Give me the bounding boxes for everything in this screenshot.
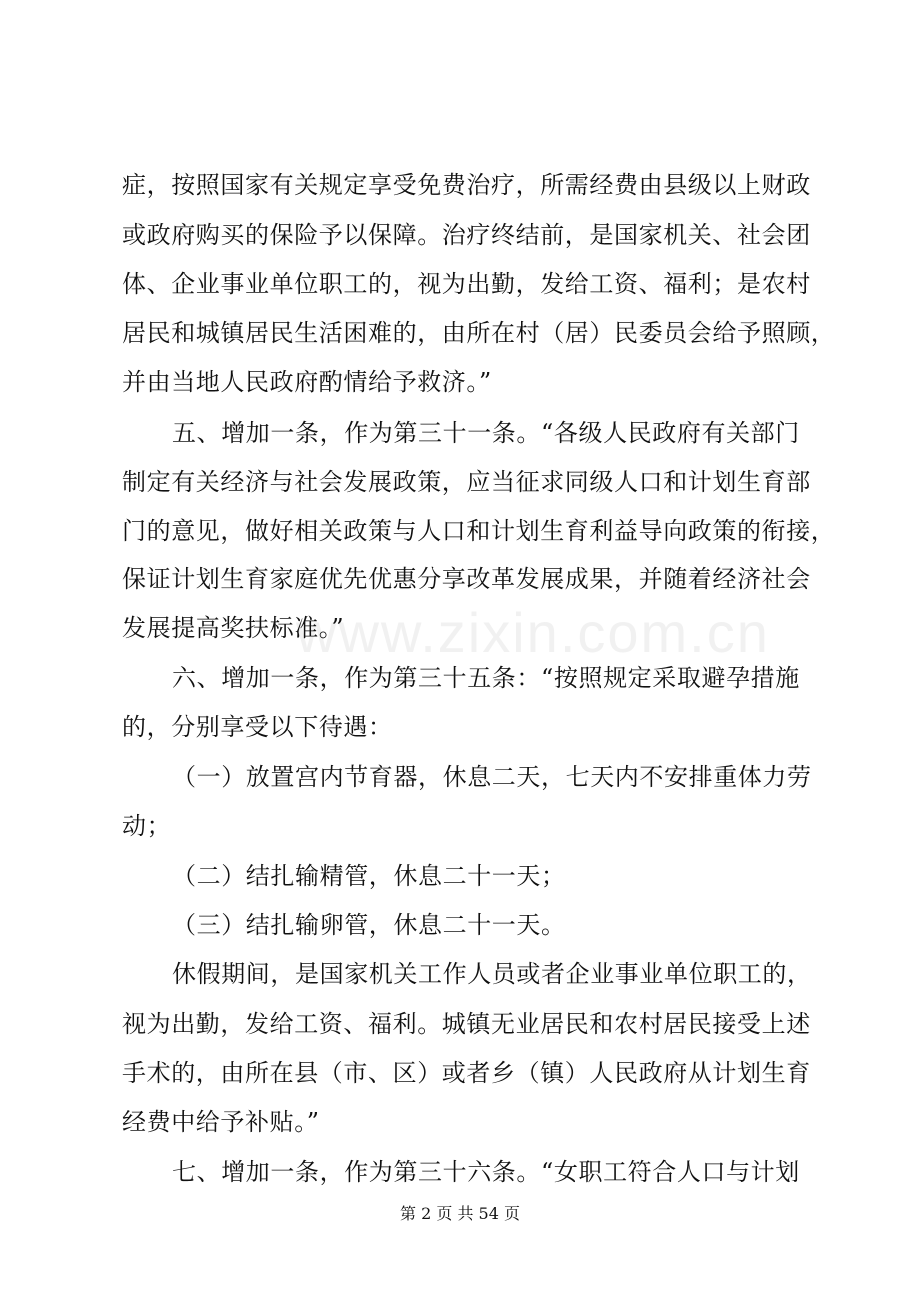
text-line: 视为出勤，发给工资、福利。城镇无业居民和农村居民接受上述 (122, 1010, 811, 1038)
list-item-line: （一）放置宫内节育器，休息二天，七天内不安排重体力劳 (172, 763, 812, 791)
paragraph-start-line: 五、增加一条，作为第三十一条。“各级人民政府有关部门 (172, 419, 800, 447)
paragraph-start-line: 七、增加一条，作为第三十六条。“女职工符合人口与计划 (172, 1158, 800, 1186)
text-line: 并由当地人民政府酌情给予救济。” (122, 368, 492, 396)
paragraph-start-line: 六、增加一条，作为第三十五条：“按照规定采取避孕措施 (172, 664, 800, 692)
text-line: 或政府购买的保险予以保障。治疗终结前，是国家机关、社会团 (122, 221, 811, 249)
text-line: 动； (122, 812, 172, 840)
text-line: 的，分别享受以下待遇： (122, 713, 393, 741)
watermark: www.zixin.com.cn (296, 601, 770, 664)
text-line: 居民和城镇居民生活困难的，由所在村（居）民委员会给予照顾， (122, 319, 836, 347)
list-item-line: （三）结扎输卵管，休息二十一天。 (172, 911, 566, 939)
text-line: 症，按照国家有关规定享受免费治疗，所需经费由县级以上财政 (122, 171, 811, 199)
text-line: 保证计划生育家庭优先优惠分享改革发展成果，并随着经济社会 (122, 565, 811, 593)
text-line: 门的意见，做好相关政策与人口和计划生育利益导向政策的衔接， (122, 517, 836, 545)
paragraph-start-line: 休假期间，是国家机关工作人员或者企业事业单位职工的， (172, 960, 812, 988)
list-item-line: （二）结扎输精管，休息二十一天； (172, 862, 566, 890)
text-line: 体、企业事业单位职工的，视为出勤，发给工资、福利；是农村 (122, 270, 811, 298)
text-line: 制定有关经济与社会发展政策，应当征求同级人口和计划生育部 (122, 468, 811, 496)
text-line: 经费中给予补贴。” (122, 1108, 320, 1136)
page-number-footer: 第 2 页 共 54 页 (400, 1204, 520, 1223)
text-line: 发展提高奖扶标准。” (122, 614, 345, 642)
text-line: 手术的，由所在县（市、区）或者乡（镇）人民政府从计划生育 (122, 1059, 811, 1087)
